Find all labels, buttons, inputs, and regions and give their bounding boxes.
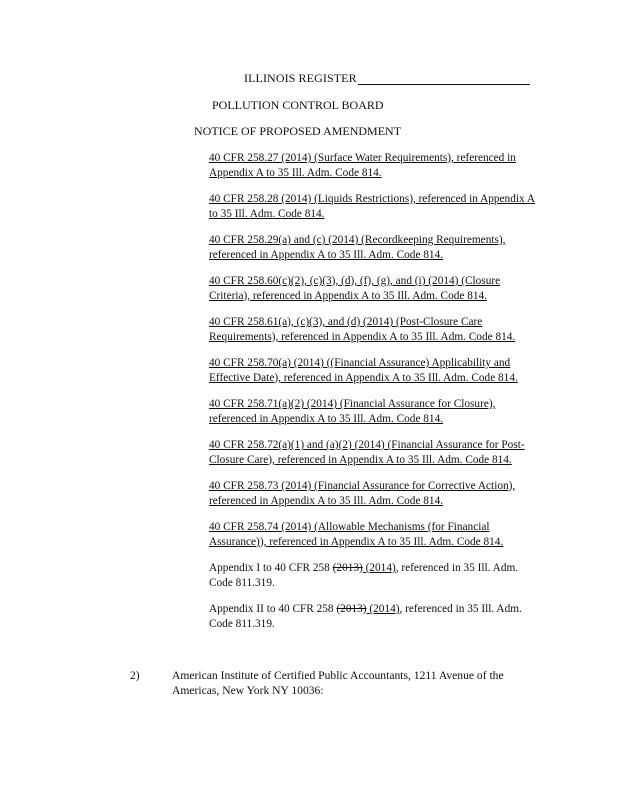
reference-entry	[209, 192, 535, 221]
reference-ins-text: (2014)	[366, 603, 400, 615]
reference-plain-text: Appendix I to 40 CFR 258	[209, 562, 333, 574]
reference-tail-text: , referenced in 35 Ill. Adm. Code 811.319.	[209, 603, 522, 630]
reference-list	[209, 151, 535, 643]
reference-entry	[209, 520, 535, 549]
notice-title: NOTICE OF PROPOSED AMENDMENT	[194, 124, 402, 138]
board-title: POLLUTION CONTROL BOARD	[212, 98, 384, 112]
reference-ins-text: 40 CFR 258.28 (2014) (Liquids Restrictions), referenced in Appendix A to 35 Ill. Adm. Code 814.	[209, 193, 535, 220]
reference-entry	[209, 274, 535, 303]
reference-entry	[209, 561, 535, 590]
reference-ins-text: 40 CFR 258.29(a) and (c) (2014) (Recordkeeping Requirements), referenced in Appendix A to 35 Ill. Adm. Code 814.	[209, 234, 506, 261]
header-rule	[358, 84, 530, 85]
reference-ins-text: 40 CFR 258.73 (2014) (Financial Assurance for Corrective Action), referenced in Appendix A to 35 Ill. Adm. Code 814.	[209, 480, 516, 507]
reference-entry	[209, 438, 535, 467]
item-number: 2)	[130, 669, 140, 682]
reference-entry	[209, 356, 535, 385]
reference-ins-text: 40 CFR 258.71(a)(2) (2014) (Financial Assurance for Closure), referenced in Appendix A to 35 Ill. Adm. Code 814.	[209, 398, 496, 425]
reference-entry	[209, 602, 535, 631]
reference-tail-text: , referenced in 35 Ill. Adm. Code 811.319.	[209, 562, 519, 589]
reference-ins-text: 40 CFR 258.70(a) (2014) ((Financial Assurance) Applicability and Effective Date), referenced in Appendix A to 35 Ill. Adm. Code 814.	[209, 357, 518, 384]
reference-plain-text: Appendix II to 40 CFR 258	[209, 603, 337, 615]
reference-entry	[209, 233, 535, 262]
item-text: American Institute of Certified Public Accountants, 1211 Avenue of the Americas, New York NY 10036:	[172, 669, 504, 697]
reference-ins-text: 40 CFR 258.61(a), (c)(3), and (d) (2014) (Post-Closure Care Requirements), referenced in Appendix A to 35 Ill. Adm. Code 814.	[209, 316, 516, 343]
reference-del-text: (2013)	[336, 603, 367, 615]
reference-del-text: (2013)	[332, 562, 363, 574]
reference-ins-text: 40 CFR 258.60(c)(2), (c)(3), (d), (f), (g), and (i) (2014) (Closure Criteria), referenced in Appendix A to 35 Ill. Adm. Code 814.	[209, 275, 501, 302]
reference-ins-text: 40 CFR 258.72(a)(1) and (a)(2) (2014) (Financial Assurance for Post-Closure Care), referenced in Appendix A to 35 Ill. Adm. Code 814.	[209, 439, 525, 466]
reference-ins-text: 40 CFR 258.74 (2014) (Allowable Mechanisms (for Financial Assurance)), referenced in Appendix A to 35 Ill. Adm. Code 814.	[209, 521, 504, 548]
reference-ins-text: 40 CFR 258.27 (2014) (Surface Water Requirements), referenced in Appendix A to 35 Ill. Adm. Code 814.	[209, 152, 516, 179]
reference-entry	[209, 315, 535, 344]
reference-ins-text: (2014)	[362, 562, 396, 574]
reference-entry	[209, 151, 535, 180]
reference-entry	[209, 397, 535, 426]
register-title: ILLINOIS REGISTER	[244, 71, 357, 85]
reference-entry	[209, 479, 535, 508]
